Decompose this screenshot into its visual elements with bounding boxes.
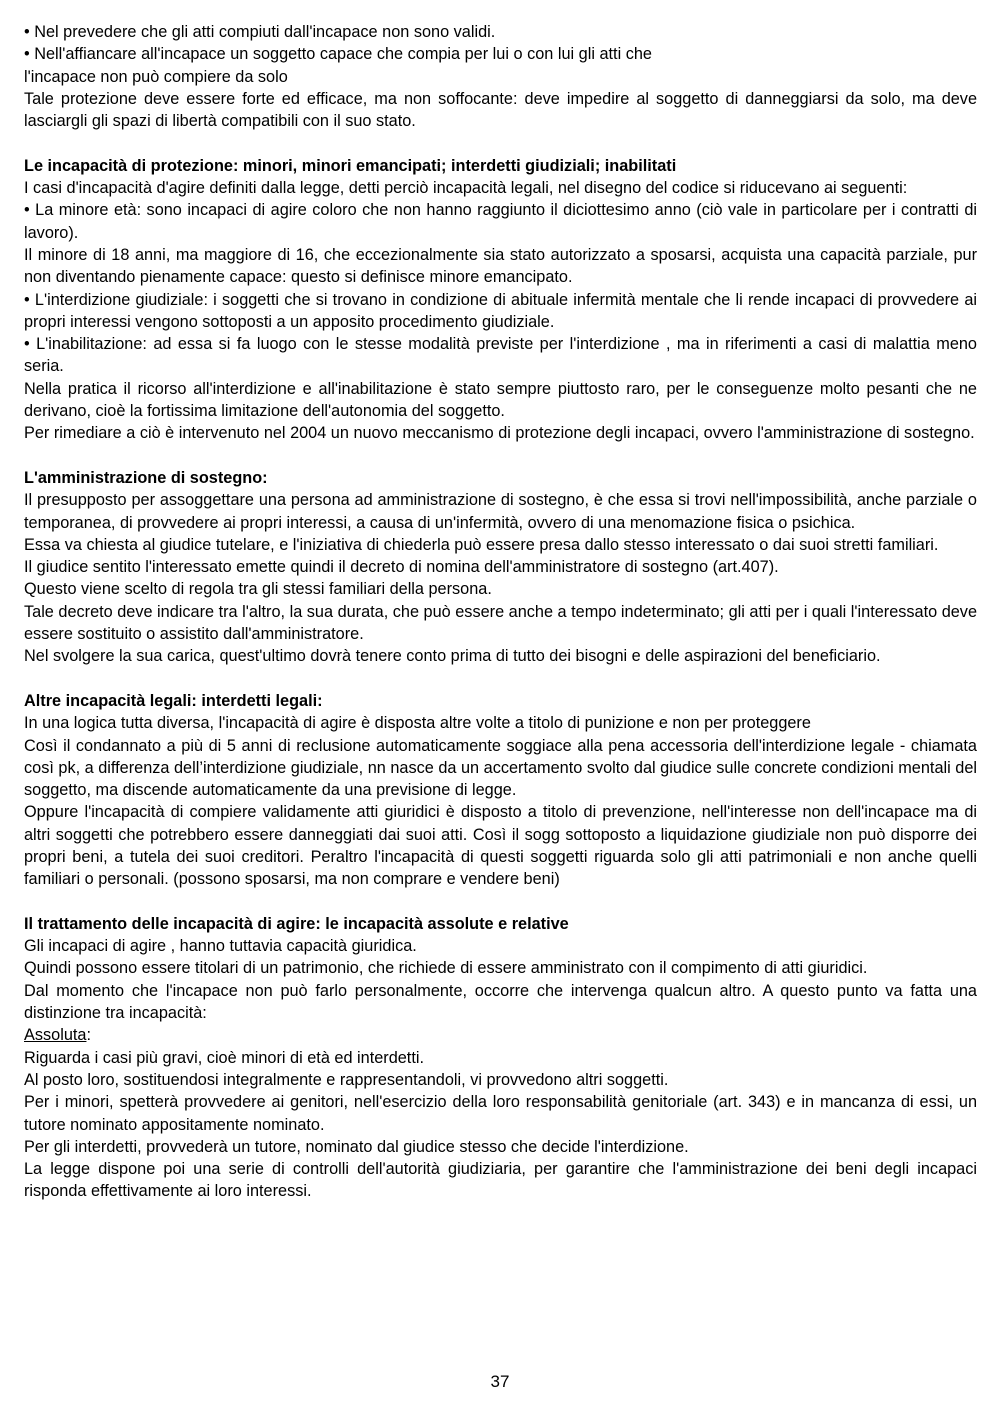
section-trattamento-incapacita [24, 913, 977, 1203]
assoluta-label: Assoluta [24, 1026, 87, 1045]
paragraph: • L'interdizione giudiziale: i soggetti che si trovano in condizione di abituale infermità mentale che li rende incapaci di provvedere ai propri interessi vengono sottoposti a un apposito procedimento giudiziale. [24, 290, 977, 331]
paragraph: Per gli interdetti, provvederà un tutore, nominato dal giudice stesso che decide l'interdizione. [24, 1137, 689, 1156]
spacer [24, 891, 977, 913]
section-incapacita-protezione [24, 155, 977, 445]
bullet-capable-subject: • Nell'affiancare all'incapace un soggetto capace che compia per lui o con lui gli atti che [24, 45, 652, 64]
paragraph: Gli incapaci di agire , hanno tuttavia capacità giuridica. [24, 937, 417, 956]
spacer [24, 668, 977, 690]
paragraph: In una logica tutta diversa, l'incapacità di agire è disposta altre volte a titolo di punizione e non per proteggere [24, 714, 811, 733]
paragraph: La legge dispone poi una serie di controlli dell'autorità giudiziaria, per garantire che l'amministrazione dei beni degli incapaci risponda effettivamente ai loro interessi. [24, 1160, 977, 1201]
paragraph: • La minore età: sono incapaci di agire coloro che non hanno raggiunto il diciottesimo anno (ciò vale in particolare per i contratti di lavoro). [24, 201, 977, 242]
paragraph: Al posto loro, sostituendosi integralmente e rappresentandoli, vi provvedono altri soggetti. [24, 1070, 669, 1089]
paragraph: Nel svolgere la sua carica, quest'ultimo dovrà tenere conto prima di tutto dei bisogni e delle aspirazioni del beneficiario. [24, 647, 881, 666]
spacer [24, 132, 977, 154]
paragraph: Il presupposto per assoggettare una persona ad amministrazione di sostegno, è che essa si trovi nell'impossibilità, anche parziale o temporanea, di provvedere ai propri interessi, a causa di un'infermità, ovvero di una menomazione fisica o psichica. [24, 491, 977, 532]
paragraph: Il minore di 18 anni, ma maggiore di 16, che eccezionalmente sia stato autorizzato a sposarsi, acquista una capacità parziale, pur non diventando pienamente capace: questo si definisce minore emancipato. [24, 245, 977, 287]
bullet-capable-subject-continued: l'incapace non può compiere da solo [24, 67, 288, 86]
paragraph: I casi d'incapacità d'agire definiti dalla legge, detti perciò incapacità legali, nel disegno del codice si riducevano ai seguenti: [24, 179, 908, 198]
paragraph: • L'inabilitazione: ad essa si fa luogo con le stesse modalità previste per l'interdizione , ma in riferimenti a casi di malattia meno seria. [24, 335, 977, 376]
paragraph: Nella pratica il ricorso all'interdizione e all'inabilitazione è stato sempre piuttosto raro, per le conseguenze molto pesanti che ne derivano, cioè la fortissima limitazione dell'autonomia del soggetto. [24, 379, 977, 421]
document-page [24, 21, 977, 1203]
spacer [24, 445, 977, 467]
paragraph: Dal momento che l'incapace non può farlo personalmente, occorre che intervenga qualcun altro. A questo punto va fatta una distinzione tra incapacità: [24, 981, 977, 1023]
paragraph: Quindi possono essere titolari di un patrimonio, che richiede di essere amministrato con il compimento di atti giuridici. [24, 959, 868, 978]
paragraph: Il giudice sentito l'interessato emette quindi il decreto di nomina dell'amministratore di sostegno (art.407). [24, 558, 779, 577]
section-heading: Il trattamento delle incapacità di agire: le incapacità assolute e relative [24, 914, 569, 933]
paragraph: Per i minori, spetterà provvedere ai genitori, nell'esercizio della loro responsabilità genitoriale (art. 343) e in mancanza di essi, un tutore nominato appositamente nominato. [24, 1093, 977, 1134]
paragraph: Essa va chiesta al giudice tutelare, e l'iniziativa di chiederla può essere presa dallo stesso interessato o dai suoi stretti familiari. [24, 535, 939, 554]
assoluta-colon: : [86, 1026, 91, 1045]
section-heading: Altre incapacità legali: interdetti legali: [24, 691, 323, 710]
bullet-invalid-acts: • Nel prevedere che gli atti compiuti dall'incapace non sono validi. [24, 23, 496, 41]
assoluta-label-line [24, 1024, 977, 1046]
section-interdetti-legali [24, 690, 977, 891]
paragraph: Tale protezione deve essere forte ed efficace, ma non soffocante: deve impedire al soggetto di danneggiarsi da solo, ma deve lasciargli gli spazi di libertà compatibili con il suo stato. [24, 89, 977, 131]
section-heading: L'amministrazione di sostegno: [24, 468, 268, 487]
paragraph: Così il condannato a più di 5 anni di reclusione automaticamente soggiace alla pena accessoria dell'interdizione legale - chiamata così pk, a differenza dell’interdizione giudiziale, nn nasce da un accertamento svolto dal giudice sulle concrete condizioni mentali del soggetto, ma discende automaticamente da una previsione di legge. [24, 736, 977, 800]
page-number: 37 [490, 1372, 510, 1391]
paragraph: Riguarda i casi più gravi, cioè minori di età ed interdetti. [24, 1048, 424, 1067]
paragraph: Questo viene scelto di regola tra gli stessi familiari della persona. [24, 580, 492, 599]
section-amministrazione-sostegno [24, 467, 977, 668]
paragraph: Per rimediare a ciò è intervenuto nel 2004 un nuovo meccanismo di protezione degli incapaci, ovvero l'amministrazione di sostegno. [24, 424, 975, 443]
paragraph: Tale decreto deve indicare tra l'altro, la sua durata, che può essere anche a tempo indeterminato; gli atti per i quali l'interessato deve essere sostituito o assistito dall'amministratore. [24, 602, 977, 644]
section-heading: Le incapacità di protezione: minori, minori emancipati; interdetti giudiziali; inabilitati [24, 156, 677, 175]
paragraph: Oppure l'incapacità di compiere validamente atti giuridici è disposto a titolo di prevenzione, nell'interesse non dell'incapace ma di altri soggetti che potrebbero essere danneggiati dai suoi atti. Così il sogg sottoposto a liquidazione giudiziale non può disporre dei propri beni, a tutela dei suoi creditori. Peraltro l'incapacità di questi soggetti riguarda solo gli atti patrimoniali e non anche quelli familiari o personali. (possono sposarsi, ma non comprare e vendere beni) [24, 803, 977, 889]
